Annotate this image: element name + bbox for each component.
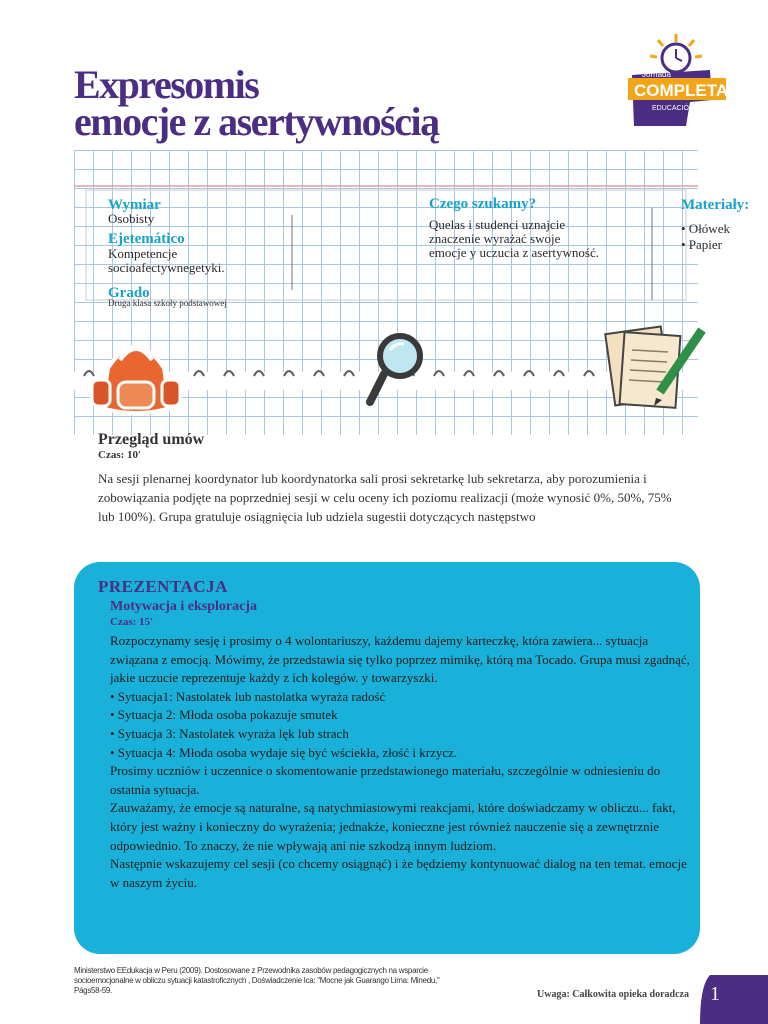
- footer-line: socioemocjonalne w obliczu sytuacji katastroficznych , Doświadczenie Ica: "Mocne jak Guarango Lima: Minedu,": [74, 976, 440, 985]
- wymiar-value: Osobisty: [108, 211, 155, 226]
- section-paragraph: Na sesji plenarnej koordynator lub koordynatorka sali prosi sekretarkę lub sekretarza, aby porozumienia i zobowiązania podjęte na poprzedniej sesji w celu oceny ich poziomu realizacji (może wynosić 0%, 50%, 75% lub 100%). Grupa gratuluje osiągnięcia lub udziela sugestii dotyczących następstwo: [98, 471, 672, 524]
- magnifying-glass-icon: [364, 330, 430, 410]
- presentation-paragraph: Rozpoczynamy sesję i prosimy o 4 wolontariuszy, każdemu dajemy karteczkę, która zawiera... sytuacja związana z emocją. Mówimy, że przedstawia się tylko poprzez mimikę, którą ma Tocado. Grupa musi zgadnąć, jakie uczucie reprezentuje każdy z ich kolegów. y towarzyszki.: [110, 633, 690, 686]
- eje-heading: Ejetemático: [108, 231, 185, 247]
- szukamy-heading: Czego szukamy?: [429, 196, 537, 212]
- material-item: • Ołówek: [681, 221, 730, 236]
- logo-main-text: COMPLETA: [634, 81, 729, 100]
- material-item: • Papier: [681, 237, 723, 252]
- grado-heading: Grado: [108, 285, 150, 301]
- bullet-item: • Sytuacja 2: Młoda osoba pokazuje smutek: [110, 707, 338, 723]
- papers-pencil-icon: [602, 320, 712, 420]
- page-title: [74, 62, 439, 144]
- presentation-subheading: Motywacja i eksploracja: [110, 599, 257, 614]
- footer-note: Uwaga: Całkowita opieka doradcza: [537, 989, 689, 1000]
- jornada-completa-logo: [620, 30, 732, 130]
- logo-top-text: Jornada: [642, 70, 671, 79]
- bullet-item: • Sytuacja1: Nastolatek lub nastolatka wyraża radość: [110, 688, 386, 704]
- section-title: Przegląd umów: [98, 431, 205, 448]
- footer-line: Págs58-59.: [74, 986, 112, 995]
- presentation-heading: PREZENTACJA: [98, 577, 228, 596]
- materialy-heading: Materiały:: [681, 197, 750, 213]
- section-time: Czas: 10′: [98, 449, 142, 461]
- title-line-2: emocje z asertywnością: [74, 99, 439, 144]
- logo-bottom-text: EDUCACIÓN: [652, 105, 695, 112]
- presentation-paragraph: Zauważamy, że emocje są naturalne, są natychmiastowymi reakcjami, które doświadczamy w obliczu... fakt, który jest ważny i konieczny do wyrażenia; jednakże, konieczne jest również nauczenie się a zewnętrznie odpowiednio. To znaczy, że nie wpływają ani nie szkodzą innym ludziom.: [110, 800, 676, 853]
- bullet-item: • Sytuacja 3: Nastolatek wyraża lęk lub strach: [110, 725, 349, 741]
- bullet-item: • Sytuacja 4: Młoda osoba wydaje się być wściekła, złość i krzycz.: [110, 744, 458, 760]
- title-line-1: Expresomis: [74, 62, 259, 107]
- footer-reference: [74, 966, 439, 996]
- presentation-body: [110, 632, 692, 892]
- page-number: 1: [710, 983, 720, 1005]
- eje-value: Kompetencje socioafectywnegetyki.: [108, 246, 225, 275]
- footer-line: Ministerstwo EEdukacja w Peru (2009). Dostosowane z Przewodnika zasobów pedagogicznych na wsparcie: [74, 966, 428, 975]
- presentation-paragraph: Następnie wskazujemy cel sesji (co chcemy osiągnąć) i że będziemy kontynuować dialog na ten temat. emocje w naszym życiu.: [110, 856, 687, 890]
- presentation-paragraph: Prosimy uczniów i uczennice o skomentowanie przedstawionego materiału, szczególnie w odniesieniu do ostatnia sytuacja.: [110, 763, 661, 797]
- presentation-time: Czas: 15′: [110, 616, 154, 628]
- grado-value: Druga klasa szkoły podstawowej: [108, 298, 227, 308]
- backpack-icon: [86, 330, 186, 418]
- szukamy-value: Quelas i studenci uznajcie znaczenie wyrażać swoje emocje y uczucia z asertywność.: [429, 217, 600, 260]
- wymiar-heading: Wymiar: [108, 197, 161, 213]
